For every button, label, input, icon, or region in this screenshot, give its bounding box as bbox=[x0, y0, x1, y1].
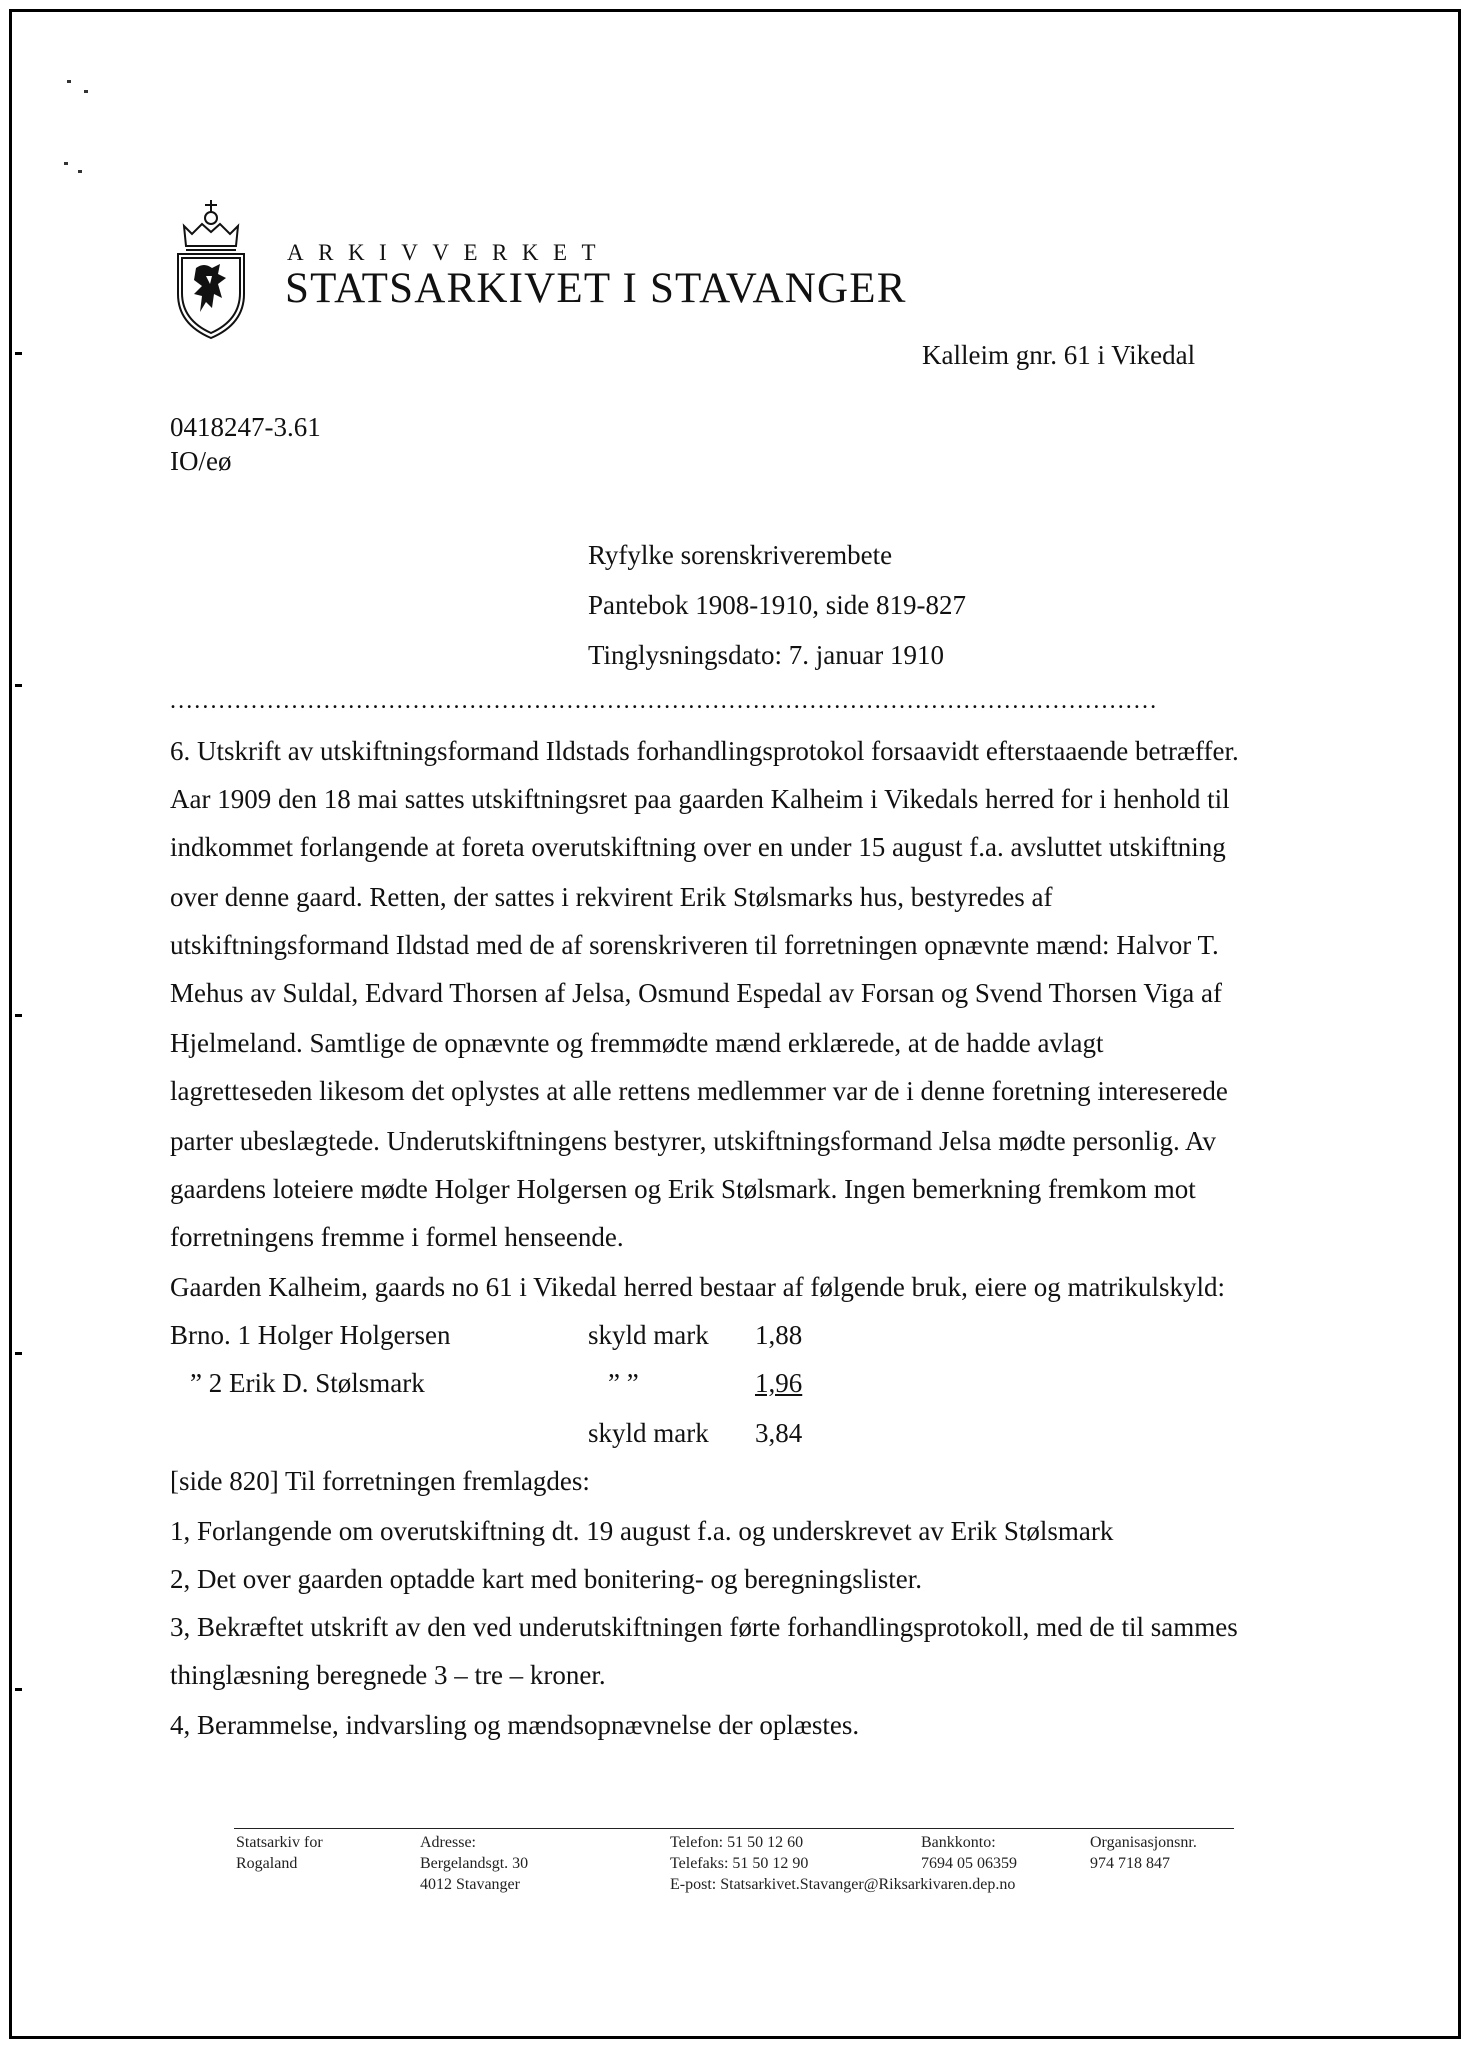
body-line: Gaarden Kalheim, gaards no 61 i Vikedal herred bestaar af følgende bruk, eiere og matrikulskyld: bbox=[170, 1272, 1226, 1302]
body-line: 2, Det over gaarden optadde kart med bonitering- og beregningslister. bbox=[170, 1564, 923, 1594]
holding-total-unit: skyld mark bbox=[588, 1418, 709, 1448]
body-line: lagretteseden likesom det oplystes at alle rettens medlemmer var de i denne foretning intereserede bbox=[170, 1076, 1228, 1106]
scan-speck bbox=[84, 90, 88, 93]
footer-address-label: Adresse: bbox=[420, 1834, 476, 1851]
body-line: utskiftningsformand Ildstad med de af sorenskriveren til forretningen opnævnte mænd: Halvor T. bbox=[170, 930, 1219, 960]
body-line: forretningens fremme i formel henseende. bbox=[170, 1222, 624, 1252]
body-line: thinglæsning beregnede 3 – tre – kroner. bbox=[170, 1660, 606, 1690]
edge-mark bbox=[15, 352, 22, 355]
scan-speck bbox=[67, 80, 71, 83]
footer-rule bbox=[234, 1828, 1234, 1829]
source-office: Ryfylke sorenskriverembete bbox=[588, 540, 893, 570]
footer-org: Statsarkiv for bbox=[236, 1834, 323, 1851]
edge-mark bbox=[15, 1688, 22, 1691]
body-line: 4, Berammelse, indvarsling og mændsopnævnelse der oplæstes. bbox=[170, 1710, 860, 1740]
dotted-separator: .......................................................................................................................... bbox=[170, 688, 1159, 714]
edge-mark bbox=[15, 684, 22, 687]
reference-initials: IO/eø bbox=[170, 446, 232, 476]
footer-bank-label: Bankkonto: bbox=[921, 1834, 996, 1851]
holding-owner: ” 2 Erik D. Stølsmark bbox=[190, 1368, 425, 1398]
holding-value: 1,96 bbox=[755, 1368, 803, 1398]
property-reference: Kalleim gnr. 61 i Vikedal bbox=[922, 340, 1196, 370]
footer-org-no-label: Organisasjonsnr. bbox=[1090, 1834, 1197, 1851]
body-line: [side 820] Til forretningen fremlagdes: bbox=[170, 1466, 590, 1496]
agency-name: ARKIVVERKET bbox=[287, 240, 611, 265]
registration-date: Tinglysningsdato: 7. januar 1910 bbox=[588, 640, 945, 670]
reference-number: 0418247-3.61 bbox=[170, 412, 321, 442]
body-line: gaardens loteiere mødte Holger Holgersen og Erik Stølsmark. Ingen bemerkning fremkom mot bbox=[170, 1174, 1196, 1204]
holding-unit: ” ” bbox=[608, 1368, 639, 1398]
footer-address: 4012 Stavanger bbox=[420, 1876, 520, 1893]
body-line: over denne gaard. Retten, der sattes i rekvirent Erik Stølsmarks hus, bestyredes af bbox=[170, 882, 1053, 912]
footer-email: E-post: Statsarkivet.Stavanger@Riksarkivaren.dep.no bbox=[670, 1876, 1016, 1893]
body-line: Hjelmeland. Samtlige de opnævnte og fremmødte mænd erklærede, at de hadde avlagt bbox=[170, 1028, 1104, 1058]
footer-org: Rogaland bbox=[236, 1855, 298, 1872]
scan-speck bbox=[78, 170, 82, 173]
holding-value: 1,88 bbox=[755, 1320, 803, 1350]
body-line: indkommet forlangende at foreta overutskiftning over en under 15 august f.a. avsluttet utskiftning bbox=[170, 832, 1226, 862]
body-line: parter ubeslægtede. Underutskiftningens bestyrer, utskiftningsformand Jelsa mødte personlig. Av bbox=[170, 1126, 1216, 1156]
footer-phone: Telefon: 51 50 12 60 bbox=[670, 1834, 804, 1851]
footer-bank-number: 7694 05 06359 bbox=[921, 1855, 1017, 1872]
body-line: 6. Utskrift av utskiftningsformand Ildstads forhandlingsprotokol forsaavidt efterstaaende betræffer. bbox=[170, 736, 1239, 766]
body-line: 3, Bekræftet utskrift av den ved underutskiftningen førte forhandlingsprotokoll, med de til sammes bbox=[170, 1612, 1238, 1642]
edge-mark bbox=[15, 1014, 22, 1017]
holding-owner: Brno. 1 Holger Holgersen bbox=[170, 1320, 451, 1350]
archive-name: STATSARKIVET I STAVANGER bbox=[285, 265, 907, 312]
source-book: Pantebok 1908-1910, side 819-827 bbox=[588, 590, 966, 620]
body-line: 1, Forlangende om overutskiftning dt. 19 august f.a. og underskrevet av Erik Stølsmark bbox=[170, 1516, 1114, 1546]
holding-total-value: 3,84 bbox=[755, 1418, 803, 1448]
holding-unit: skyld mark bbox=[588, 1320, 709, 1350]
footer-org-no: 974 718 847 bbox=[1090, 1855, 1170, 1872]
scan-speck bbox=[64, 162, 68, 165]
norwegian-coat-of-arms-icon bbox=[172, 198, 250, 340]
body-line: Mehus av Suldal, Edvard Thorsen af Jelsa, Osmund Espedal av Forsan og Svend Thorsen Viga af bbox=[170, 978, 1222, 1008]
footer-address: Bergelandsgt. 30 bbox=[420, 1855, 529, 1872]
edge-mark bbox=[15, 1352, 22, 1355]
body-line: Aar 1909 den 18 mai sattes utskiftningsret paa gaarden Kalheim i Vikedals herred for i henhold til bbox=[170, 784, 1230, 814]
footer-fax: Telefaks: 51 50 12 90 bbox=[670, 1855, 809, 1872]
